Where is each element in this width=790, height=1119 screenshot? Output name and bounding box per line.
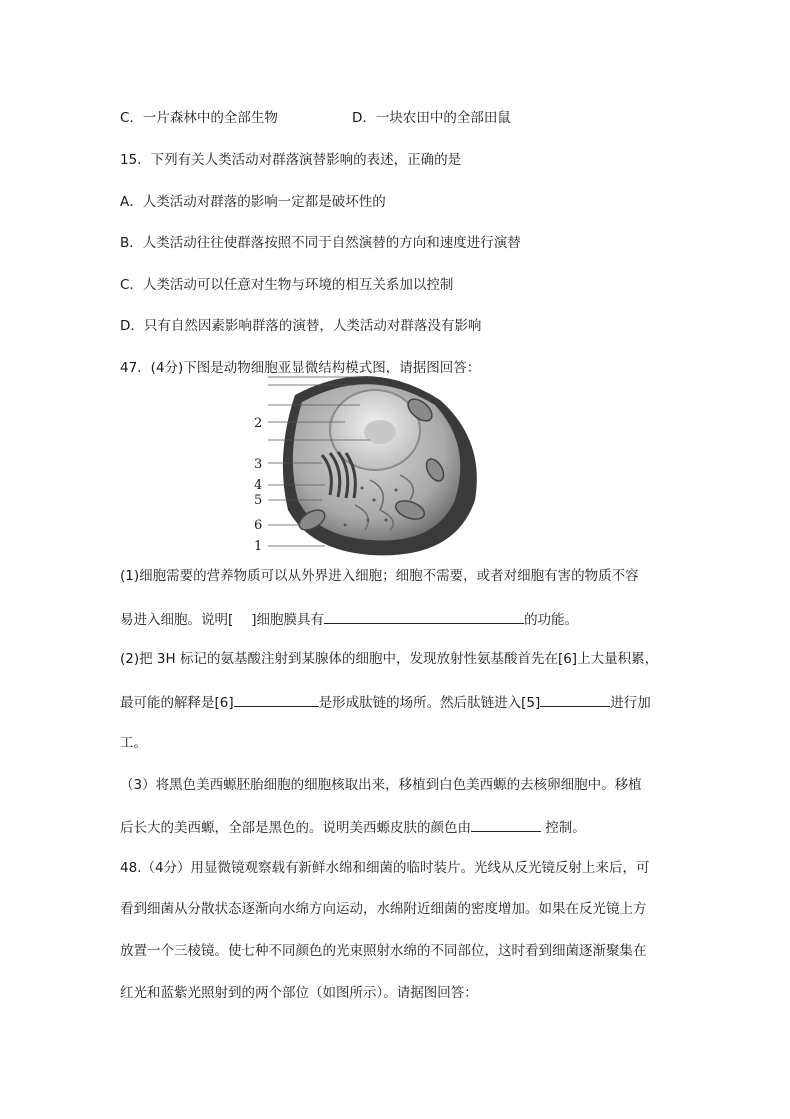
figure-label-1: 1: [254, 539, 263, 554]
q15-option-d: D．只有自然因素影响群落的演替，人类活动对群落没有影响: [120, 318, 482, 334]
q47-part3-line1: （3）将黑色美西螈胚胎细胞的细胞核取出来，移植到白色美西螈的去核卵细胞中。移植: [120, 777, 642, 793]
q47-part1-line2: [120, 609, 578, 629]
q47-part3-text-b: 控制。: [541, 820, 586, 836]
q47-part2-text-a: 最可能的解释是[6]: [120, 695, 234, 711]
q47-part1-answer-blank[interactable]: [324, 609, 524, 624]
q47-part1-text-b: ]细胞膜具有: [251, 612, 325, 628]
q47-part1-line1: (1)细胞需要的营养物质可以从外界进入细胞；细胞不需要，或者对细胞有害的物质不容: [120, 568, 639, 584]
figure-label-2: 2: [254, 416, 263, 431]
q47-part2-line2: [120, 692, 651, 712]
q47-part2-line1: (2)把 3H 标记的氨基酸注射到某腺体的细胞中，发现放射性氨基酸首先在[6]上大量积累，: [120, 651, 659, 667]
q15-stem: 15．下列有关人类活动对群落演替影响的表述，正确的是: [120, 152, 462, 168]
q47-part3-text-a: 后长大的美西螈，全部是黑色的。说明美西螈皮肤的颜色由: [120, 820, 471, 836]
q47-part2-text-c: 进行加: [610, 695, 651, 711]
q47-part2-blank-6[interactable]: [234, 692, 319, 707]
q15-option-c: C．人类活动可以任意对生物与环境的相互关系加以控制: [120, 277, 454, 293]
q48-line2: 看到细菌从分散状态逐渐向水绵方向运动，水绵附近细菌的密度增加。如果在反光镜上方: [120, 901, 647, 917]
q47-stem: 47．(4分)下图是动物细胞亚显微结构模式图，请据图回答：: [120, 360, 481, 376]
q47-part3-answer-blank[interactable]: [471, 817, 541, 832]
q15-option-a: A．人类活动对群落的影响一定都是破坏性的: [120, 194, 386, 210]
q48-line4: 红光和蓝紫光照射到的两个部位（如图所示）。请据图回答：: [120, 985, 478, 1001]
q47-part2-blank-5[interactable]: [540, 692, 610, 707]
q47-part3-line2: [120, 817, 586, 837]
cell-diagram: [250, 360, 490, 560]
q14-option-c: C．一片森林中的全部生物: [120, 110, 278, 126]
q48-line3: 放置一个三棱镜。使七种不同颜色的光束照射水绵的不同部位，这时看到细菌逐渐聚集在: [120, 943, 647, 959]
figure-label-5: 5: [254, 493, 263, 508]
figure-label-3: 3: [254, 457, 263, 472]
q47-part2-text-b: 是形成肽链的场所。然后肽链进入[5]: [318, 695, 541, 711]
q14-option-d: D．一块农田中的全部田鼠: [352, 110, 511, 126]
q48-line1: 48.（4分）用显微镜观察载有新鲜水绵和细菌的临时装片。光线从反光镜反射上来后，可: [120, 860, 650, 876]
q47-part2-line3: 工。: [120, 735, 147, 751]
q47-part1-text-c: 的功能。: [524, 612, 579, 628]
figure-label-6: 6: [254, 518, 263, 533]
animal-cell-figure: [250, 360, 490, 564]
q47-part1-text-a: 易进入细胞。说明[: [120, 612, 234, 628]
q15-option-b: B．人类活动往往使群落按照不同于自然演替的方向和速度进行演替: [120, 235, 521, 251]
figure-label-4: 4: [254, 478, 263, 493]
